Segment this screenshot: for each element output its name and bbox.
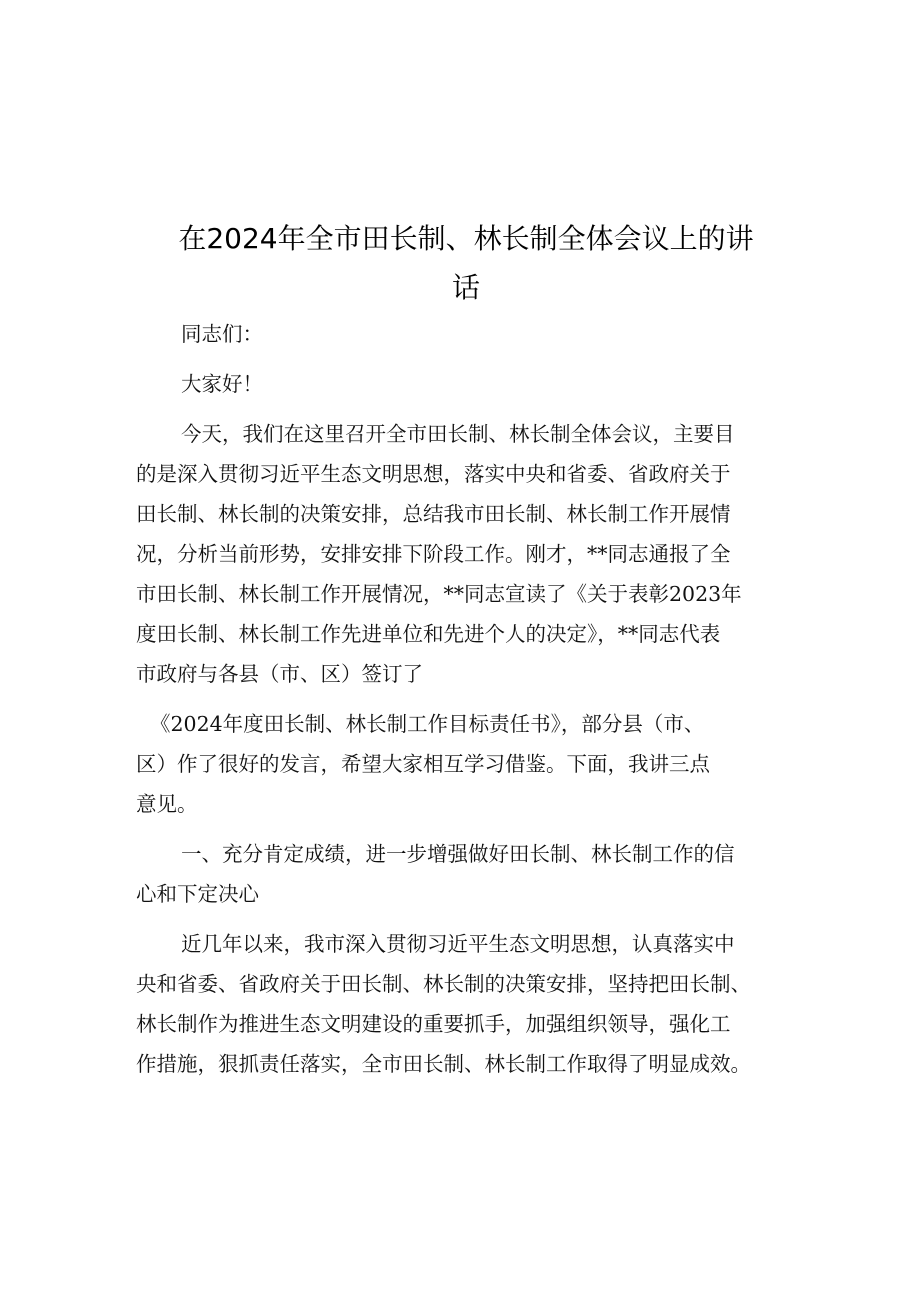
paragraph-2-line-4: 作措施，狠抓责任落实，全市田长制、林长制工作取得了明显成效。 [136, 1052, 751, 1076]
section-heading-line-2: 心和下定决心 [136, 882, 259, 906]
paragraph-1-line-1: 今天，我们在这里召开全市田长制、林长制全体会议，主要目 [181, 422, 735, 446]
paragraph-2-line-2: 央和省委、省政府关于田长制、林长制的决策安排，坚持把田长制、 [136, 972, 751, 996]
paragraph-1-line-4: 况，分析当前形势，安排安排下阶段工作。刚才，**同志通报了全 [136, 542, 731, 566]
paragraph-1-line-6: 度田长制、林长制工作先进单位和先进个人的决定》，**同志代表 [136, 622, 721, 646]
paragraph-1-line-3: 田长制、林长制的决策安排，总结我市田长制、林长制工作开展情 [136, 502, 731, 526]
document-title [136, 214, 796, 312]
salutation: 同志们： [181, 322, 263, 346]
paragraph-1-line-9: 区）作了很好的发言，希望大家相互学习借鉴。下面，我讲三点 [136, 752, 710, 776]
paragraph-2-line-1: 近几年以来，我市深入贯彻习近平生态文明思想，认真落实中 [181, 932, 735, 956]
title-line-1: 在2024年全市田长制、林长制全体会议上的讲 [178, 222, 754, 255]
title-line-2: 话 [451, 271, 480, 304]
paragraph-1-line-5: 市田长制、林长制工作开展情况，**同志宣读了《关于表彰2023年 [136, 582, 742, 606]
paragraph-1-line-8: 《2024年度田长制、林长制工作目标责任书》，部分县（市、 [150, 712, 705, 736]
paragraph-1-line-10: 意见。 [136, 792, 198, 816]
paragraph-2-line-3: 林长制作为推进生态文明建设的重要抓手，加强组织领导，强化工 [136, 1012, 731, 1036]
paragraph-1-line-7: 市政府与各县（市、区）签订了 [136, 662, 423, 686]
section-heading-line-1: 一、充分肯定成绩，进一步增强做好田长制、林长制工作的信 [181, 842, 735, 866]
paragraph-1-line-2: 的是深入贯彻习近平生态文明思想，落实中央和省委、省政府关于 [136, 462, 731, 486]
greeting: 大家好！ [181, 372, 263, 396]
